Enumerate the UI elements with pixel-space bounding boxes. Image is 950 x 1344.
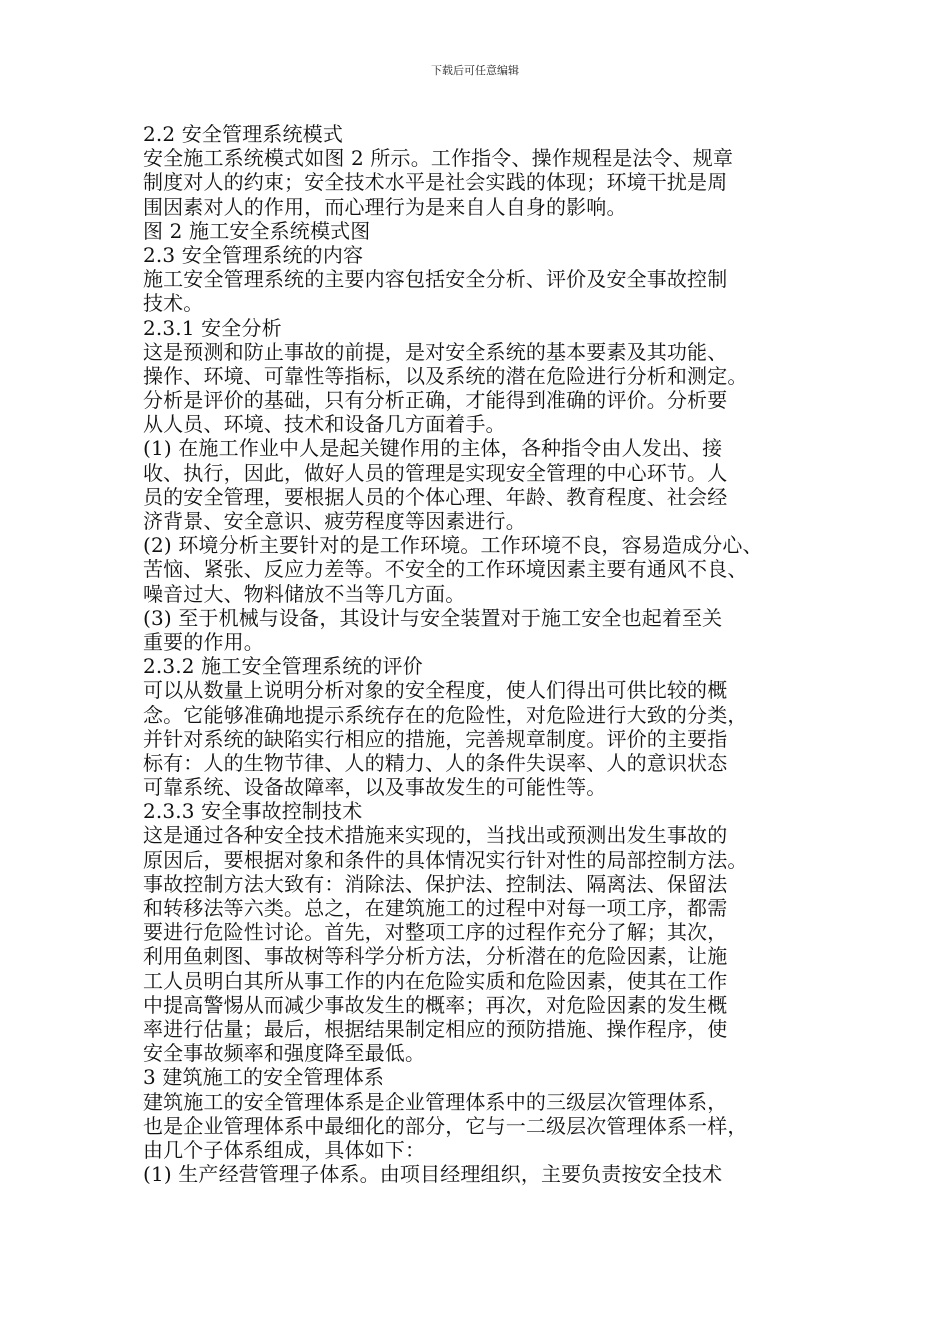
text-line: 安全施工系统模式如图 2 所示。工作指令、操作规程是法令、规章 [143, 146, 734, 171]
text-line: 这是预测和防止事故的前提，是对安全系统的基本要素及其功能、 [143, 339, 728, 364]
text-line: 这是通过各种安全技术措施来实现的，当找出或预测出发生事故的 [143, 823, 728, 848]
text-line: 收、执行，因此，做好人员的管理是实现安全管理的中心环节。人 [143, 460, 728, 485]
text-line: 中提高警惕从而减少事故发生的概率；再次，对危险因素的发生概 [143, 992, 728, 1017]
text-line: 并针对系统的缺陷实行相应的措施，完善规章制度。评价的主要指 [143, 726, 728, 751]
text-line: 员的安全管理，要根据人员的个体心理、年龄、教育程度、社会经 [143, 484, 728, 509]
text-line: 图 2 施工安全系统模式图 [143, 218, 371, 243]
text-line: 操作、环境、可靠性等指标，以及系统的潜在危险进行分析和测定。 [143, 363, 748, 388]
text-line: (1) 在施工作业中人是起关键作用的主体，各种指令由人发出、接 [143, 436, 723, 461]
text-line: 围因素对人的作用，而心理行为是来自人自身的影响。 [143, 194, 627, 219]
text-line: 建筑施工的安全管理体系是企业管理体系中的三级层次管理体系， [143, 1089, 728, 1114]
text-line: 制度对人的约束；安全技术水平是社会实践的体现；环境干扰是周 [143, 170, 728, 195]
text-line: 可以从数量上说明分析对象的安全程度，使人们得出可供比较的概 [143, 678, 728, 703]
text-line: 2.3 安全管理系统的内容 [143, 242, 364, 267]
text-line: 和转移法等六类。总之，在建筑施工的过程中对每一项工序，都需 [143, 896, 728, 920]
text-line: 2.2 安全管理系统模式 [143, 122, 343, 146]
text-line: 工人员明白其所从事工作的内在危险实质和危险因素，使其在工作 [143, 968, 728, 993]
header-note: 下载后可任意编辑 [431, 64, 519, 77]
text-line: 重要的作用。 [143, 629, 264, 654]
text-line: 苦恼、紧张、反应力差等。不安全的工作环境因素主要有通风不良、 [143, 557, 748, 582]
text-line: 2.3.1 安全分析 [143, 315, 282, 340]
text-line: 济背景、安全意识、疲劳程度等因素进行。 [143, 509, 526, 533]
text-line: 从人员、环境、技术和设备几方面着手。 [143, 412, 506, 437]
text-line: 事故控制方法大致有：消除法、保护法、控制法、隔离法、保留法 [143, 871, 728, 896]
text-line: (2) 环境分析主要针对的是工作环境。工作环境不良，容易造成分心、 [143, 533, 763, 558]
text-line: 施工安全管理系统的主要内容包括安全分析、评价及安全事故控制 [143, 267, 728, 292]
text-line: 念。它能够准确地提示系统存在的危险性，对危险进行大致的分类， [143, 702, 748, 727]
text-line: 由几个子体系组成，具体如下： [143, 1137, 426, 1162]
document-body [143, 122, 815, 1186]
text-line: 要进行危险性讨论。首先，对整项工序的过程作充分了解；其次， [143, 920, 728, 945]
text-line: 可靠系统、设备故障率，以及事故发生的可能性等。 [143, 775, 607, 800]
text-line: 噪音过大、物料储放不当等几方面。 [143, 581, 466, 606]
text-line: 利用鱼刺图、事故树等科学分析方法，分析潜在的危险因素，让施 [143, 944, 728, 969]
text-line: 也是企业管理体系中最细化的部分，它与一二级层次管理体系一样， [143, 1113, 748, 1138]
text-line: 原因后，要根据对象和条件的具体情况实行针对性的局部控制方法。 [143, 847, 748, 872]
text-line: 率进行估量；最后，根据结果制定相应的预防措施、操作程序，使 [143, 1016, 728, 1041]
text-line: (3) 至于机械与设备，其设计与安全装置对于施工安全也起着至关 [143, 605, 723, 630]
text-line: 3 建筑施工的安全管理体系 [143, 1065, 385, 1090]
text-line: 2.3.3 安全事故控制技术 [143, 799, 363, 824]
text-line: (1) 生产经营管理子体系。由项目经理组织，主要负责按安全技术 [143, 1162, 723, 1187]
text-line: 2.3.2 施工安全管理系统的评价 [143, 654, 423, 679]
text-line: 分析是评价的基础，只有分析正确，才能得到准确的评价。分析要 [143, 388, 728, 413]
text-line: 技术。 [143, 291, 204, 316]
text-line: 标有：人的生物节律、人的精力、人的条件失误率、人的意识状态 [143, 750, 728, 775]
page-header [0, 64, 950, 78]
text-line: 安全事故频率和强度降至最低。 [143, 1041, 426, 1066]
